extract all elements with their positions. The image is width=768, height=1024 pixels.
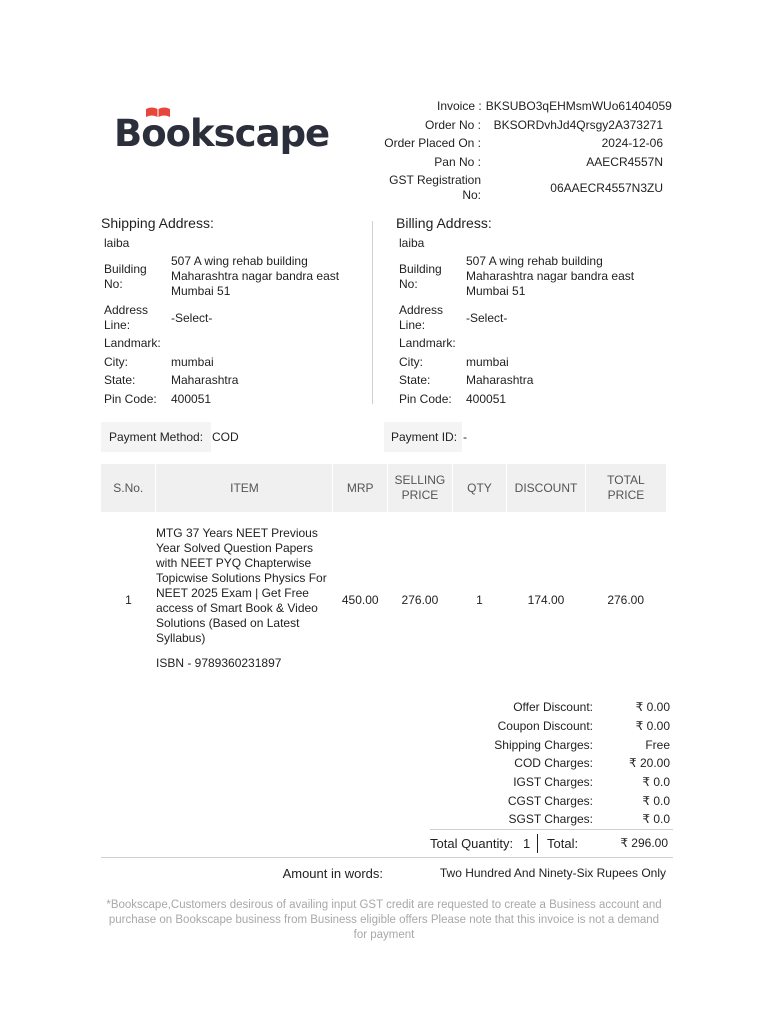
- total-separator: [537, 834, 538, 853]
- table-row: [101, 512, 666, 687]
- offer-discount-value: ₹ 0.00: [635, 700, 670, 714]
- total-label: Total:: [547, 836, 579, 851]
- order-no-value: BKSORDvhJd4Qrsgy2A373271: [493, 118, 663, 132]
- cgst-charges-value: ₹ 0.0: [642, 794, 670, 808]
- gst-value: 06AAECR4557N3ZU: [550, 181, 663, 195]
- order-no-label: Order No :: [424, 118, 481, 132]
- billing-state-value: Maharashtra: [466, 373, 534, 387]
- shipping-building-label-2: No:: [104, 277, 123, 291]
- billing-address-label-2: Line:: [399, 318, 426, 332]
- shipping-pin-value: 400051: [171, 392, 212, 406]
- billing-city-value: mumbai: [466, 355, 509, 369]
- shipping-address-label-2: Line:: [104, 318, 131, 332]
- shipping-name: laiba: [104, 236, 130, 250]
- shipping-state-value: Maharashtra: [171, 373, 239, 387]
- col-total-price: [585, 464, 666, 512]
- col-selling-price-line-2: PRICE: [401, 488, 439, 502]
- payment-id-box: [384, 422, 462, 452]
- shipping-address-label-1: Address: [104, 303, 149, 317]
- cod-charges-value: ₹ 20.00: [629, 756, 670, 770]
- billing-building-label-2: No:: [399, 277, 418, 291]
- col-selling-price-line-1: SELLING: [394, 473, 446, 487]
- igst-charges-value: ₹ 0.0: [642, 775, 670, 789]
- words-divider: [101, 857, 673, 858]
- billing-landmark-label: Landmark:: [399, 336, 456, 350]
- col-qty: QTY: [452, 464, 506, 512]
- col-total-price-line-2: PRICE: [607, 488, 645, 502]
- col-mrp: MRP: [333, 464, 388, 512]
- shipping-address-title: Shipping Address:: [101, 215, 214, 231]
- billing-building-value-3: Mumbai 51: [466, 284, 526, 298]
- amount-in-words-value: Two Hundred And Ninety-Six Rupees Only: [439, 866, 666, 880]
- sgst-charges-label: SGST Charges:: [508, 812, 593, 826]
- cod-charges-label: COD Charges:: [514, 756, 593, 770]
- offer-discount-label: Offer Discount:: [513, 700, 593, 714]
- billing-state-label: State:: [399, 373, 431, 387]
- row-item-cell: [156, 512, 333, 687]
- address-divider: [372, 221, 373, 404]
- billing-building-value-1: 507 A wing rehab building: [466, 254, 603, 268]
- shipping-landmark-label: Landmark:: [104, 336, 161, 350]
- shipping-city-label: City:: [104, 355, 128, 369]
- igst-charges-label: IGST Charges:: [513, 775, 593, 789]
- coupon-discount-value: ₹ 0.00: [635, 719, 670, 733]
- total-quantity-label: Total Quantity:: [430, 836, 514, 851]
- row-qty: 1: [476, 592, 483, 607]
- billing-building-value-2: Maharashtra nagar bandra east: [466, 269, 635, 283]
- col-selling-price: [388, 464, 453, 512]
- payment-id-value: -: [463, 430, 467, 444]
- billing-address-value: -Select-: [466, 311, 508, 325]
- billing-pin-label: Pin Code:: [399, 392, 452, 406]
- total-quantity-value: 1: [523, 836, 531, 851]
- row-item-description: MTG 37 Years NEET Previous Year Solved Question Papers with NEET PYQ Chapterwise Topicwise Solutions Physics For NEET 2025 Exam | Get Free access of Smart Book & Video Solutions (Based on Latest Syllabus): [155, 526, 327, 645]
- col-item: ITEM: [156, 464, 333, 512]
- row-total-price: 276.00: [607, 592, 645, 607]
- pan-value: AAECR4557N: [586, 155, 663, 169]
- billing-address-label-1: Address: [399, 303, 444, 317]
- payment-method-box: [101, 422, 211, 452]
- table-header-row: [101, 464, 666, 512]
- row-sno: 1: [125, 592, 132, 607]
- billing-name: laiba: [399, 236, 425, 250]
- col-total-price-line-1: TOTAL: [607, 473, 645, 487]
- sgst-charges-value: ₹ 0.0: [642, 812, 670, 826]
- row-selling-price: 276.00: [401, 592, 439, 607]
- gst-label-1: GST Registration: [389, 173, 481, 187]
- col-discount: DISCOUNT: [507, 464, 586, 512]
- row-mrp: 450.00: [341, 592, 379, 607]
- shipping-state-label: State:: [104, 373, 136, 387]
- shipping-pin-label: Pin Code:: [104, 392, 157, 406]
- order-placed-label: Order Placed On :: [384, 136, 481, 150]
- summary-divider: [430, 829, 673, 830]
- payment-method-label: Payment Method:: [109, 430, 204, 444]
- order-placed-value: 2024-12-06: [601, 136, 663, 150]
- shipping-charges-label: Shipping Charges:: [494, 738, 593, 752]
- gst-disclaimer-note: *Bookscape,Customers desirous of availing input GST credit are requested to create a Business account and purchase on Bookscape business from Business eligible offers Please note that this invoice is not a demand for payment: [106, 899, 662, 941]
- shipping-address-value: -Select-: [171, 311, 213, 325]
- billing-city-label: City:: [399, 355, 423, 369]
- items-table: [101, 464, 666, 687]
- payment-id-label: Payment ID:: [391, 430, 458, 444]
- shipping-charges-value: Free: [645, 738, 670, 752]
- billing-pin-value: 400051: [466, 392, 507, 406]
- invoice-label: Invoice :: [437, 99, 482, 113]
- invoice-row: [437, 99, 672, 113]
- billing-building-label-1: Building: [399, 262, 442, 276]
- invoice-value: BKSUBO3qEHMsmWUo61404059: [485, 99, 672, 113]
- billing-address-title: Billing Address:: [396, 215, 492, 231]
- pan-label: Pan No :: [434, 155, 481, 169]
- shipping-building-value-2: Maharashtra nagar bandra east: [171, 269, 340, 283]
- payment-method-value: COD: [212, 430, 239, 444]
- shipping-building-label-1: Building: [104, 262, 147, 276]
- coupon-discount-label: Coupon Discount:: [497, 719, 593, 733]
- row-discount: 174.00: [527, 592, 565, 607]
- shipping-building-value-1: 507 A wing rehab building: [171, 254, 308, 268]
- row-item-isbn: ISBN - 9789360231897: [155, 656, 282, 670]
- brand-name: Bookscape: [114, 112, 330, 155]
- cgst-charges-label: CGST Charges:: [507, 794, 593, 808]
- col-sno: S.No.: [101, 464, 156, 512]
- amount-in-words-label: Amount in words:: [282, 866, 383, 881]
- gst-label-2: No:: [462, 188, 481, 202]
- shipping-building-value-3: Mumbai 51: [171, 284, 231, 298]
- shipping-city-value: mumbai: [171, 355, 214, 369]
- total-value: ₹ 296.00: [620, 836, 668, 850]
- bookscape-logo: [114, 104, 330, 160]
